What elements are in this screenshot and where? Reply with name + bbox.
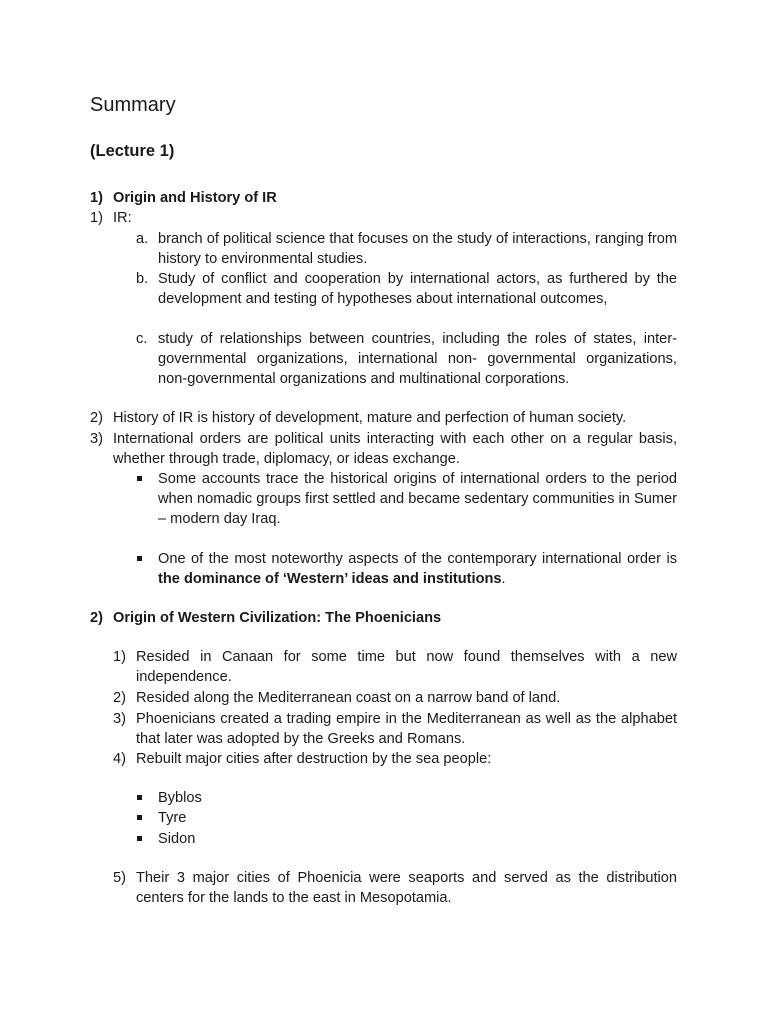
sub-a-marker: a. [136,231,149,247]
item-3-bullet-1: Some accounts trace the historical origins of international orders to the period when nomadic groups first settled and became sedentary communities in Sumer – modern day Iraq. [158,471,677,528]
item-1-number: 1) [90,210,103,226]
bullet-marker [137,795,142,800]
bullet-marker [137,815,142,820]
item-2-number: 2) [90,410,103,426]
city-tyre: Tyre [158,810,187,826]
section-2-heading: Origin of Western Civilization: The Phoenicians [113,610,442,626]
s2-item-3-number: 3) [113,711,126,727]
sub-b-marker: b. [136,271,149,287]
sub-a-text: branch of political science that focuses on the study of interactions, ranging from history to environmental studies. [158,231,677,268]
section-2-number: 2) [90,610,103,626]
bullet-marker [137,836,142,841]
s2-item-2-number: 2) [113,690,126,706]
s2-item-4-text: Rebuilt major cities after destruction by the sea people: [136,751,492,767]
s2-item-3-text: Phoenicians created a trading empire in the Mediterranean as well as the alphabet that later was adopted by the Greeks and Romans. [136,711,677,748]
sub-c-text: study of relationships between countries, including the roles of states, inter-governmental organizations, international non- governmental organizations, non-governmental organizations and multinational corporations. [158,331,677,388]
city-byblos: Byblos [158,790,202,806]
s2-item-2-text: Resided along the Mediterranean coast on a narrow band of land. [136,690,561,706]
bullet-2-period: . [501,571,506,588]
s2-item-1-text: Resided in Canaan for some time but now found themselves with a new independence. [136,649,677,686]
section-1-number: 1) [90,190,103,206]
sub-b-text: Study of conflict and cooperation by international actors, as furthered by the development and testing of hypotheses about international outcomes, [158,271,677,308]
s2-item-4-number: 4) [113,751,126,767]
item-2-text: History of IR is history of development, mature and perfection of human society. [113,410,627,426]
bullet-marker [137,556,142,561]
page-title: Summary [90,94,176,116]
bullet-marker [137,476,142,481]
item-1-label: IR: [113,210,132,226]
sub-c-marker: c. [136,331,148,347]
s2-item-5-number: 5) [113,870,126,886]
section-1-heading: Origin and History of IR [113,190,277,206]
item-3-text: International orders are political units interacting with each other on a regular basis, whether through trade, diplomacy, or ideas exchange. [113,431,677,468]
item-3-bullet-2 [158,549,677,589]
lecture-heading: (Lecture 1) [90,142,175,160]
bullet-2-text: One of the most noteworthy aspects of the contemporary international order is [158,551,677,567]
bullet-2-bold-text: the dominance of ‘Western’ ideas and institutions [158,571,502,588]
s2-item-5-text: Their 3 major cities of Phoenicia were seaports and served as the distribution centers for the lands to the east in Mesopotamia. [136,870,677,907]
city-sidon: Sidon [158,831,196,847]
s2-item-1-number: 1) [113,649,126,665]
item-3-number: 3) [90,431,103,447]
